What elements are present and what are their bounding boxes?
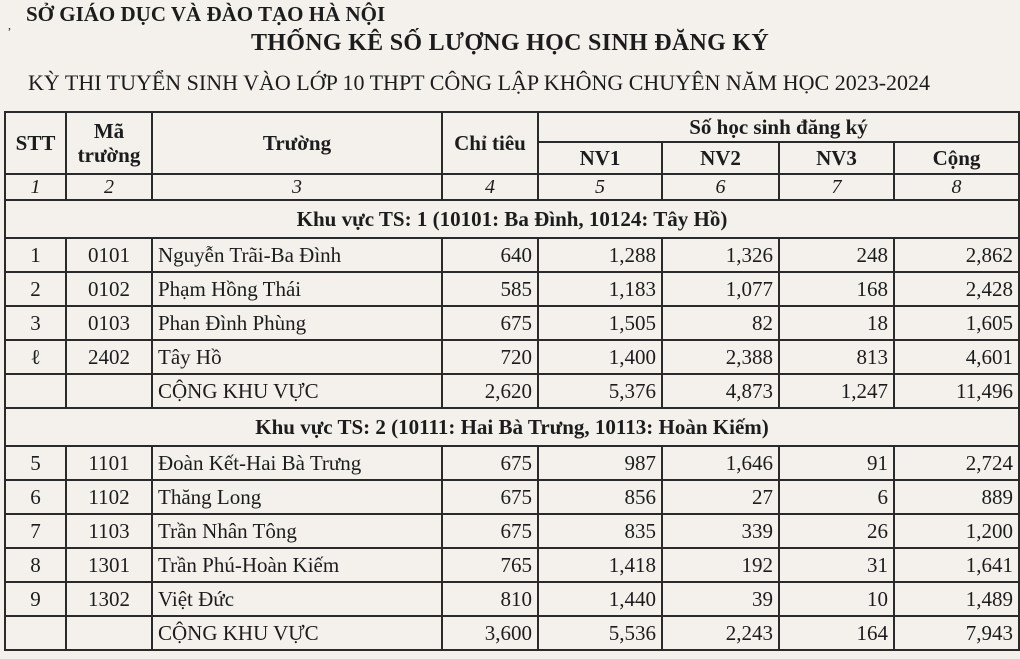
cell-total: 2,428: [894, 272, 1019, 306]
cell-school-name: Đoàn Kết-Hai Bà Trưng: [152, 446, 442, 480]
cell-school-code: 0101: [66, 238, 152, 272]
cell-nv2: 1,326: [662, 238, 779, 272]
document-subtitle: KỲ THI TUYỂN SINH VÀO LỚP 10 THPT CÔNG LẬP KHÔNG CHUYÊN NĂM HỌC 2023-2024: [28, 70, 931, 95]
cell-total: 4,601: [894, 340, 1019, 374]
cell-stt-empty: [5, 616, 66, 650]
table-row: [5, 446, 1019, 480]
cell-total: 2,724: [894, 446, 1019, 480]
col-header-ma-truong: [66, 112, 152, 174]
cell-nv3: 6: [779, 480, 894, 514]
table-row: [5, 238, 1019, 272]
cell-stt: 7: [5, 514, 66, 548]
organization-name: SỞ GIÁO DỤC VÀ ĐÀO TẠO HÀ NỘI: [26, 2, 386, 26]
subtotal-row: [5, 616, 1019, 650]
col-header-cong: Cộng: [894, 142, 1019, 174]
table-body: [5, 200, 1019, 650]
cell-stt: 2: [5, 272, 66, 306]
subtotal-total: 11,496: [894, 374, 1019, 408]
cell-nv3: 26: [779, 514, 894, 548]
subtotal-nv2: 4,873: [662, 374, 779, 408]
cell-total: 1,641: [894, 548, 1019, 582]
cell-nv3: 18: [779, 306, 894, 340]
cell-total: 889: [894, 480, 1019, 514]
cell-school-code: 2402: [66, 340, 152, 374]
cell-quota: 765: [442, 548, 538, 582]
cell-nv1: 1,183: [538, 272, 662, 306]
cell-nv3: 10: [779, 582, 894, 616]
column-index: 2: [66, 174, 152, 200]
cell-nv2: 1,646: [662, 446, 779, 480]
cell-quota: 585: [442, 272, 538, 306]
subtotal-total: 7,943: [894, 616, 1019, 650]
col-header-ma-truong-line1: Mã: [93, 119, 125, 143]
col-header-group: Số học sinh đăng ký: [538, 112, 1019, 142]
table-row: [5, 480, 1019, 514]
col-header-nv3: NV3: [779, 142, 894, 174]
column-index-row: [5, 174, 1019, 200]
cell-school-name: Nguyễn Trãi-Ba Đình: [152, 238, 442, 272]
column-index: 5: [538, 174, 662, 200]
cell-stt: 1: [5, 238, 66, 272]
cell-nv3: 168: [779, 272, 894, 306]
cell-nv1: 1,418: [538, 548, 662, 582]
cell-total: 1,200: [894, 514, 1019, 548]
region-header-row: [5, 408, 1019, 446]
column-index: 1: [5, 174, 66, 200]
subtotal-quota: 3,600: [442, 616, 538, 650]
cell-nv1: 856: [538, 480, 662, 514]
cell-stt-empty: [5, 374, 66, 408]
cell-nv3: 31: [779, 548, 894, 582]
cell-stt: 5: [5, 446, 66, 480]
cell-quota: 640: [442, 238, 538, 272]
cell-stt: 6: [5, 480, 66, 514]
column-index: 7: [779, 174, 894, 200]
subtotal-label: CỘNG KHU VỰC: [152, 374, 442, 408]
cell-nv2: 82: [662, 306, 779, 340]
subtotal-label: CỘNG KHU VỰC: [152, 616, 442, 650]
cell-nv1: 1,440: [538, 582, 662, 616]
cell-nv1: 987: [538, 446, 662, 480]
cell-nv1: 1,288: [538, 238, 662, 272]
subtotal-nv1: 5,376: [538, 374, 662, 408]
cell-nv3: 813: [779, 340, 894, 374]
table-row: [5, 272, 1019, 306]
region-title: Khu vực TS: 2 (10111: Hai Bà Trưng, 10113: Hoàn Kiếm): [5, 408, 1019, 446]
cell-stt: 3: [5, 306, 66, 340]
col-header-stt: STT: [5, 112, 66, 174]
cell-stt: 8: [5, 548, 66, 582]
cell-nv1: 1,400: [538, 340, 662, 374]
cell-school-name: Trần Nhân Tông: [152, 514, 442, 548]
table-row: [5, 340, 1019, 374]
cell-nv2: 192: [662, 548, 779, 582]
cell-nv2: 2,388: [662, 340, 779, 374]
cell-nv1: 1,505: [538, 306, 662, 340]
cell-school-code: 0102: [66, 272, 152, 306]
subtotal-nv2: 2,243: [662, 616, 779, 650]
region-header-row: [5, 200, 1019, 238]
cell-school-code: 1101: [66, 446, 152, 480]
cell-nv2: 39: [662, 582, 779, 616]
cell-total: 2,862: [894, 238, 1019, 272]
cell-quota: 675: [442, 480, 538, 514]
column-index: 6: [662, 174, 779, 200]
cell-school-code: 1301: [66, 548, 152, 582]
col-header-ma-truong-line2: trường: [77, 143, 141, 167]
cell-nv3: 248: [779, 238, 894, 272]
cell-school-code: 1102: [66, 480, 152, 514]
table-row: [5, 548, 1019, 582]
subtotal-quota: 2,620: [442, 374, 538, 408]
cell-nv3: 91: [779, 446, 894, 480]
document-title: THỐNG KÊ SỐ LƯỢNG HỌC SINH ĐĂNG KÝ: [250, 30, 770, 56]
col-header-nv2: NV2: [662, 142, 779, 174]
region-title: Khu vực TS: 1 (10101: Ba Đình, 10124: Tây Hồ): [5, 200, 1019, 238]
cell-school-code: 1103: [66, 514, 152, 548]
cell-school-code: 0103: [66, 306, 152, 340]
column-index: 4: [442, 174, 538, 200]
corner-mark: ,: [8, 18, 11, 32]
column-index: 8: [894, 174, 1019, 200]
column-index: 3: [152, 174, 442, 200]
cell-quota: 675: [442, 306, 538, 340]
subtotal-nv1: 5,536: [538, 616, 662, 650]
cell-total: 1,605: [894, 306, 1019, 340]
table-row: [5, 582, 1019, 616]
cell-stt: ℓ: [5, 340, 66, 374]
cell-nv2: 339: [662, 514, 779, 548]
cell-quota: 810: [442, 582, 538, 616]
cell-school-name: Trần Phú-Hoàn Kiếm: [152, 548, 442, 582]
cell-code-empty: [66, 374, 152, 408]
cell-stt: 9: [5, 582, 66, 616]
cell-school-name: Thăng Long: [152, 480, 442, 514]
subtotal-row: [5, 374, 1019, 408]
cell-school-name: Việt Đức: [152, 582, 442, 616]
col-header-nv1: NV1: [538, 142, 662, 174]
cell-nv2: 1,077: [662, 272, 779, 306]
table-row: [5, 514, 1019, 548]
cell-school-name: Phan Đình Phùng: [152, 306, 442, 340]
cell-quota: 675: [442, 514, 538, 548]
cell-quota: 675: [442, 446, 538, 480]
col-header-chi-tieu: Chỉ tiêu: [442, 112, 538, 174]
cell-nv2: 27: [662, 480, 779, 514]
subtotal-nv3: 164: [779, 616, 894, 650]
cell-quota: 720: [442, 340, 538, 374]
cell-school-name: Phạm Hồng Thái: [152, 272, 442, 306]
col-header-truong: Trường: [152, 112, 442, 174]
cell-code-empty: [66, 616, 152, 650]
header-row: [5, 112, 1019, 142]
registration-table: [4, 111, 1020, 651]
cell-total: 1,489: [894, 582, 1019, 616]
cell-school-code: 1302: [66, 582, 152, 616]
cell-nv1: 835: [538, 514, 662, 548]
subtotal-nv3: 1,247: [779, 374, 894, 408]
table-row: [5, 306, 1019, 340]
cell-school-name: Tây Hồ: [152, 340, 442, 374]
